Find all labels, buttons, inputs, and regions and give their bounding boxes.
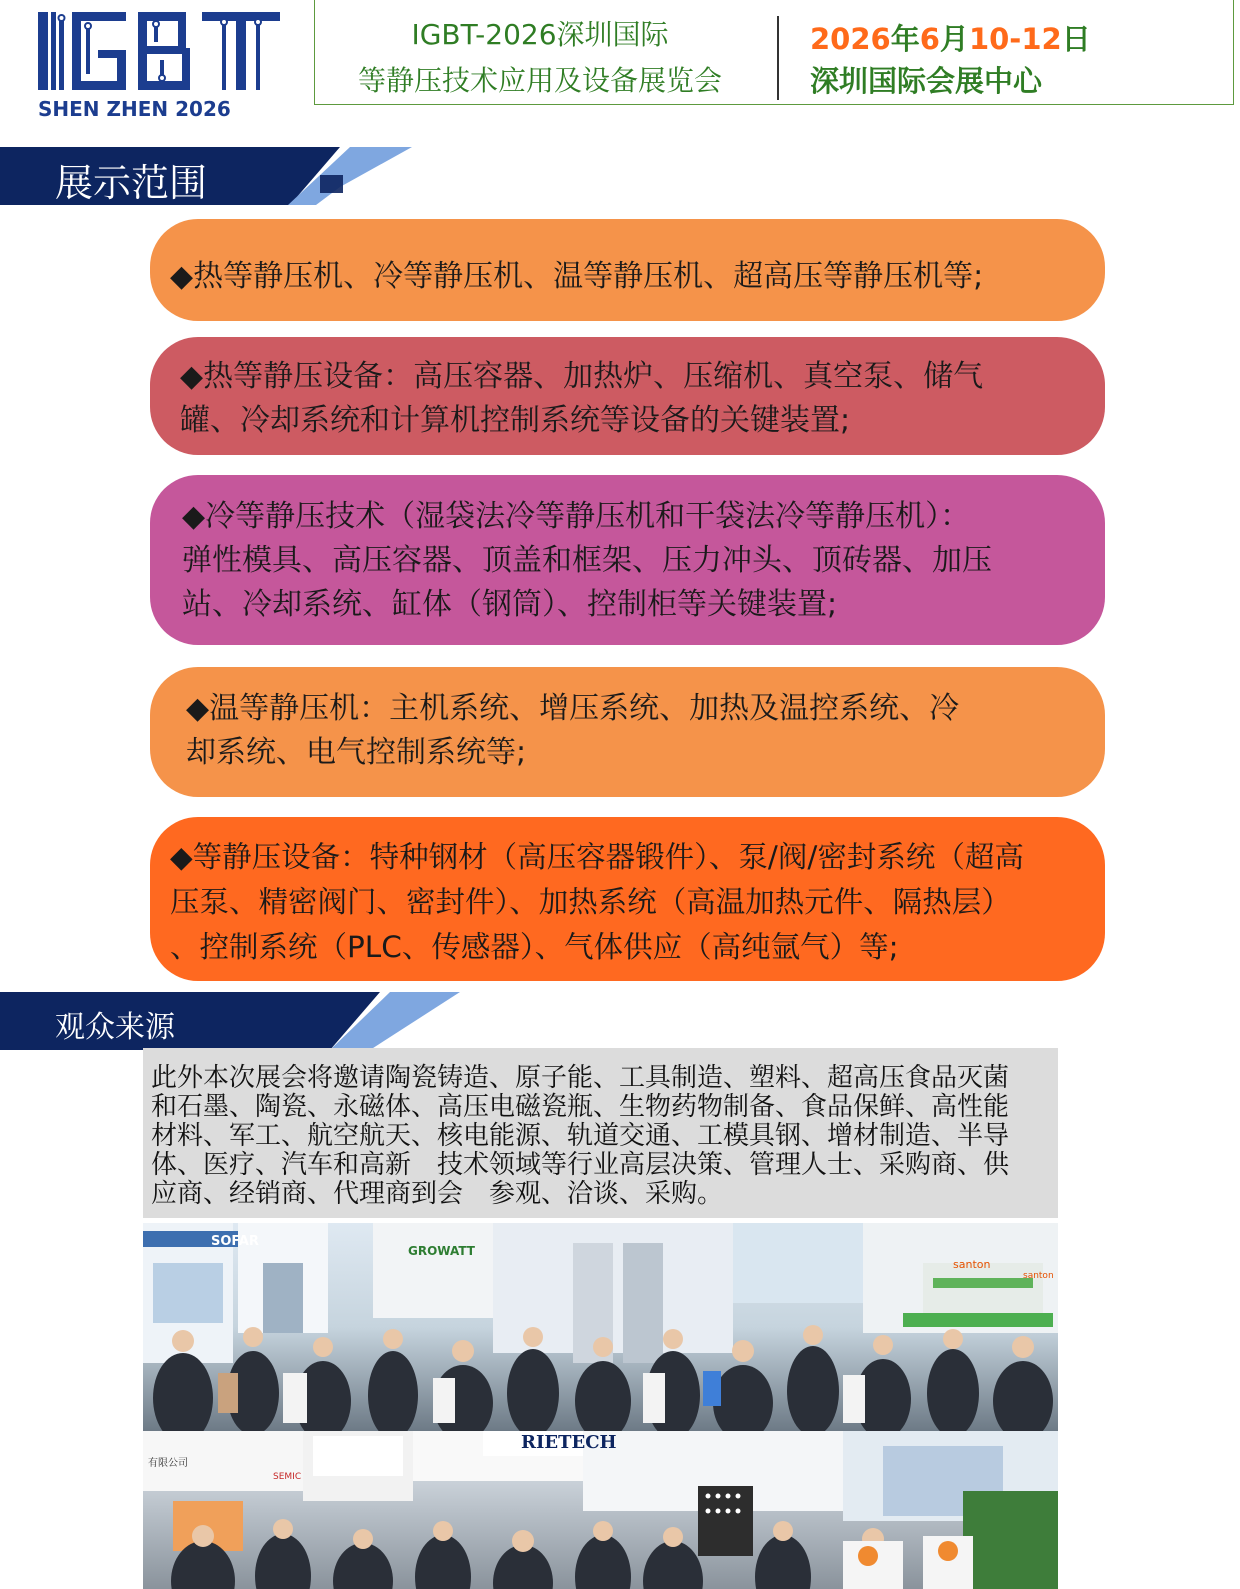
scope-item-line: 弹性模具、高压容器、顶盖和框架、压力冲头、顶砖器、加压 xyxy=(182,543,992,578)
scope-item-line: ◆热等静压机、冷等静压机、温等静压机、超高压等静压机等; xyxy=(170,259,984,294)
audience-line: 和石墨、陶瓷、永磁体、高压电磁瓷瓶、生物药物制备、食品保鲜、高性能 xyxy=(151,1092,1010,1122)
scope-item-line: ◆等静压设备：特种钢材（高压容器锻件）、泵/阀/密封系统（超高 xyxy=(170,840,1024,874)
scope-item-isostatic-equipment xyxy=(150,817,1105,981)
audience-line: 体、医疗、汽车和高新 技术领域等行业高层决策、管理人士、采购商、供 xyxy=(151,1150,1010,1180)
scope-item-line: 、控制系统（PLC、传感器）、气体供应（高纯氩气）等; xyxy=(170,930,899,964)
title-line-1: IGBT-2026深圳国际 xyxy=(411,18,669,51)
exhibition-crowd-photo-1 xyxy=(143,1223,1058,1431)
scope-item-line: ◆温等静压机：主机系统、增压系统、加热及温控系统、冷 xyxy=(186,691,960,726)
scope-item-line: 站、冷却系统、缸体（钢筒）、控制柜等关键装置; xyxy=(182,587,838,622)
scope-item-hip-equipment xyxy=(150,337,1105,455)
event-info xyxy=(810,18,1091,102)
audience-section-title: 观众来源 xyxy=(55,1010,175,1045)
scope-item-line: ◆热等静压设备：高压容器、加热炉、压缩机、真空泵、储气 xyxy=(180,359,984,394)
scope-item-line: 罐、冷却系统和计算机控制系统等设备的关键装置; xyxy=(180,403,851,438)
booth-sign: 有限公司 xyxy=(148,1458,188,1469)
audience-section-banner xyxy=(0,992,470,1050)
igbt-circuit-logo xyxy=(36,8,286,123)
booth-sign: santon xyxy=(1023,1271,1054,1281)
scope-item-line: ◆冷等静压技术（湿袋法冷等静压机和干袋法冷等静压机）： xyxy=(182,499,971,534)
scope-item-cip-technology xyxy=(150,475,1105,645)
audience-line: 此外本次展会将邀请陶瓷铸造、原子能、工具制造、塑料、超高压食品灭菌 xyxy=(151,1063,1010,1093)
audience-line: 应商、经销商、代理商到会 参观、洽谈、采购。 xyxy=(151,1179,724,1209)
scope-item-wip-presses xyxy=(150,667,1105,797)
booth-sign: SOFAR xyxy=(211,1234,259,1249)
booth-sign: RIETECH xyxy=(521,1432,617,1453)
event-date: 2026年6月10-12日 xyxy=(810,22,1091,56)
scope-section-title: 展示范围 xyxy=(55,161,208,205)
event-logo xyxy=(36,8,286,123)
header-info-box xyxy=(314,0,1234,105)
scope-item-line: 却系统、电气控制系统等; xyxy=(186,735,527,770)
header-divider xyxy=(777,16,779,100)
booth-sign: SEMIC xyxy=(273,1472,302,1482)
booth-sign: GROWATT xyxy=(408,1244,475,1258)
event-venue: 深圳国际会展中心 xyxy=(810,64,1043,98)
audience-description xyxy=(143,1048,1058,1218)
booth-sign: santon xyxy=(953,1258,991,1271)
title-line-2: 等静压技术应用及设备展览会 xyxy=(357,64,722,97)
logo-subtitle: SHEN ZHEN 2026 xyxy=(38,97,231,121)
audience-line: 材料、军工、航空航天、核电能源、轨道交通、工模具钢、增材制造、半导 xyxy=(151,1121,1010,1151)
scope-item-isostatic-presses xyxy=(150,219,1105,321)
exhibition-title xyxy=(315,12,765,104)
scope-section-banner xyxy=(0,147,420,205)
exhibition-crowd-photo-2 xyxy=(143,1431,1058,1589)
scope-item-line: 压泵、精密阀门、密封件）、加热系统（高温加热元件、隔热层） xyxy=(170,885,1011,919)
